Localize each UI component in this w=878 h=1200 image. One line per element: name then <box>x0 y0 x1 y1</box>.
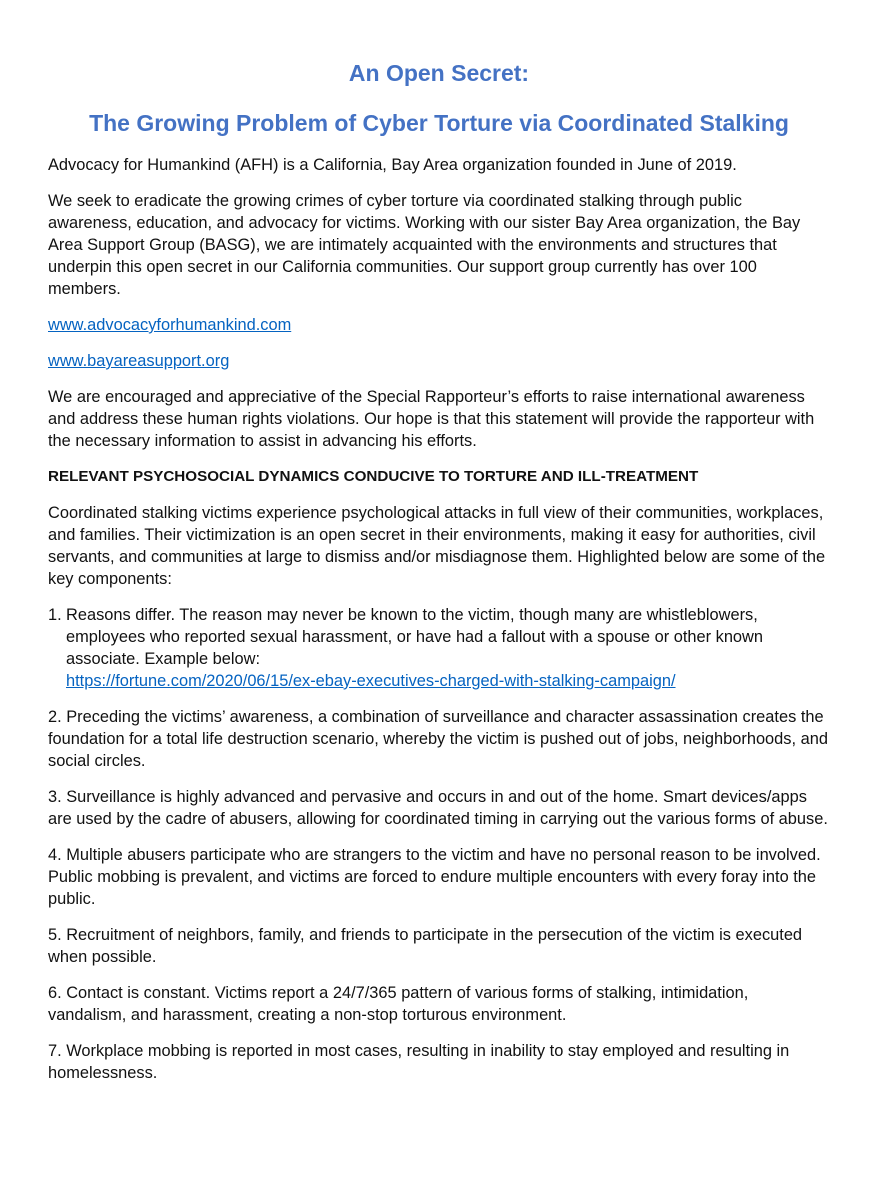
intro-paragraph: Advocacy for Humankind (AFH) is a California, Bay Area organization founded in June of 2019. <box>48 156 737 174</box>
fortune-article-link[interactable]: https://fortune.com/2020/06/15/ex-ebay-executives-charged-with-stalking-campaign/ <box>66 672 676 690</box>
basg-link-paragraph <box>48 350 830 372</box>
list-item-1 <box>48 604 830 692</box>
list-item-4: 4. Multiple abusers participate who are strangers to the victim and have no personal reason to be involved. Public mobbing is prevalent, and victims are forced to endure multiple encounters with every foray into the public. <box>48 846 821 908</box>
list-item-3: 3. Surveillance is highly advanced and pervasive and occurs in and out of the home. Smart devices/apps are used by the cadre of abusers, allowing for coordinated timing in carrying out the various forms of abuse. <box>48 788 828 828</box>
list-item-body <box>66 604 830 692</box>
afh-website-link[interactable]: www.advocacyforhumankind.com <box>48 316 292 334</box>
afh-link-paragraph <box>48 314 830 336</box>
section-heading: RELEVANT PSYCHOSOCIAL DYNAMICS CONDUCIVE TO TORTURE AND ILL-TREATMENT <box>48 468 699 485</box>
appreciation-paragraph: We are encouraged and appreciative of the Special Rapporteur’s efforts to raise international awareness and address these human rights violations. Our hope is that this statement will provide the rapporteur with the necessary information to assist in advancing his efforts. <box>48 388 815 450</box>
list-item-7: 7. Workplace mobbing is reported in most cases, resulting in inability to stay employed and resulting in homelessness. <box>48 1042 790 1082</box>
document-subtitle: The Growing Problem of Cyber Torture via Coordinated Stalking <box>89 110 789 136</box>
basg-website-link[interactable]: www.bayareasupport.org <box>48 352 230 370</box>
mission-paragraph: We seek to eradicate the growing crimes of cyber torture via coordinated stalking through public awareness, education, and advocacy for victims. Working with our sister Bay Area organization, the Bay Area Support Group (BASG), we are intimately acquainted with the environments and structures that underpin this open secret in our California communities. Our support group currently has over 100 members. <box>48 192 801 298</box>
list-item-5: 5. Recruitment of neighbors, family, and friends to participate in the persecution of the victim is executed when possible. <box>48 926 803 966</box>
list-item-2: 2. Preceding the victims’ awareness, a combination of surveillance and character assassination creates the foundation for a total life destruction scenario, whereby the victim is pushed out of jobs, neighborhoods, and social circles. <box>48 708 828 770</box>
document-title: An Open Secret: <box>348 60 530 86</box>
section-intro-paragraph: Coordinated stalking victims experience psychological attacks in full view of their communities, workplaces, and families. Their victimization is an open secret in their environments, making it easy for authorities, civil servants, and communities at large to dismiss and/or misdiagnose them. Highlighted below are some of the key components: <box>48 504 826 588</box>
list-item-number: 1. <box>48 606 62 624</box>
list-item-6: 6. Contact is constant. Victims report a 24/7/365 pattern of various forms of stalking, intimidation, vandalism, and harassment, creating a non-stop torturous environment. <box>48 984 749 1024</box>
list-item-text: Reasons differ. The reason may never be known to the victim, though many are whistleblowers, employees who reported sexual harassment, or have had a fallout with a spouse or other known associate. Example below: <box>66 606 764 668</box>
